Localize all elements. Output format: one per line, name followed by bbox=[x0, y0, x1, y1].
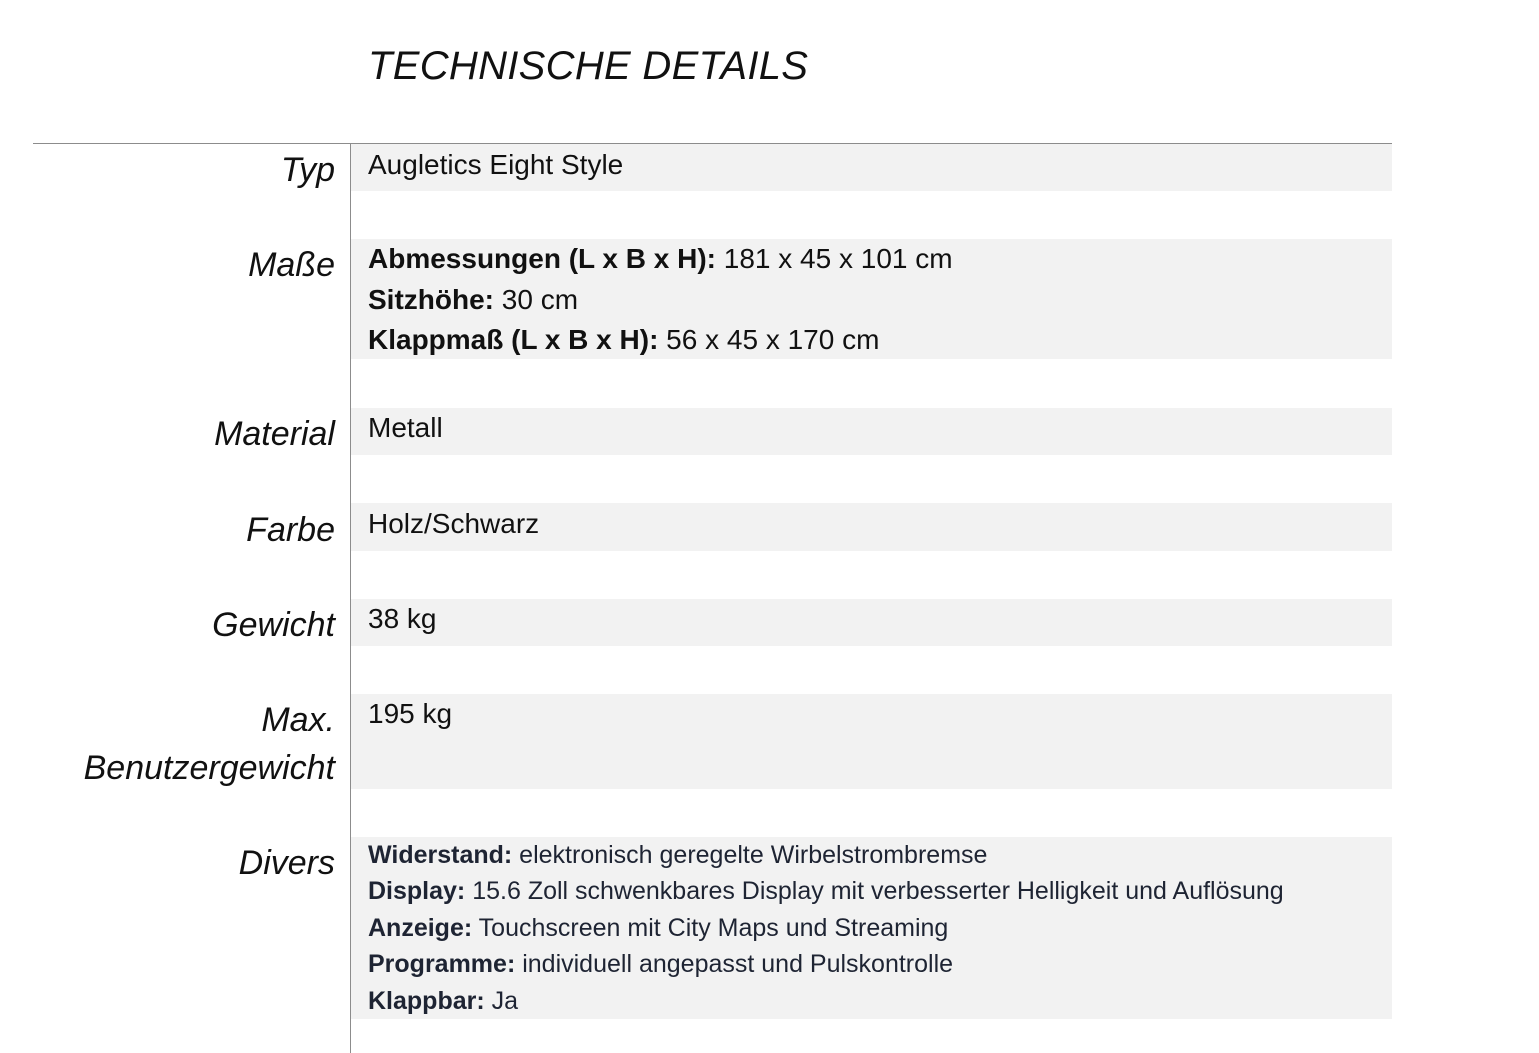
divers-line-display bbox=[368, 877, 1284, 906]
row-gewicht-cell bbox=[351, 599, 1392, 646]
masse-line-dimensions bbox=[368, 243, 953, 275]
masse-key: Sitzhöhe: bbox=[368, 284, 494, 315]
divers-key: Klappbar: bbox=[368, 987, 485, 1015]
row-max-label-line1: Max. bbox=[261, 701, 335, 739]
divers-key: Display: bbox=[368, 877, 466, 905]
divers-key: Anzeige: bbox=[368, 914, 473, 942]
row-typ-value: Augletics Eight Style bbox=[368, 149, 624, 180]
row-farbe-label: Farbe bbox=[246, 511, 335, 549]
divers-value: Ja bbox=[484, 987, 519, 1015]
divers-value: elektronisch geregelte Wirbelstrombremse bbox=[512, 841, 988, 869]
row-material-label: Material bbox=[214, 415, 335, 453]
divers-line-resistance bbox=[368, 841, 987, 870]
masse-value: 56 x 45 x 170 cm bbox=[658, 324, 880, 355]
divers-line-programs bbox=[368, 950, 953, 979]
row-material-cell bbox=[351, 408, 1392, 455]
row-max-label-line2: Benutzergewicht bbox=[83, 749, 335, 787]
row-max-cell bbox=[351, 694, 1392, 789]
row-material-value: Metall bbox=[368, 412, 443, 443]
divers-value: individuell angepasst und Pulskontrolle bbox=[515, 950, 954, 978]
row-farbe-value: Holz/Schwarz bbox=[368, 508, 540, 539]
masse-key: Abmessungen (L x B x H): bbox=[368, 243, 716, 274]
masse-value: 181 x 45 x 101 cm bbox=[715, 243, 953, 274]
divers-line-indicator bbox=[368, 914, 948, 943]
row-gewicht-value: 38 kg bbox=[368, 603, 437, 634]
masse-value: 30 cm bbox=[494, 284, 579, 315]
divers-value: Touchscreen mit City Maps und Streaming bbox=[472, 914, 949, 942]
divers-key: Programme: bbox=[368, 950, 516, 978]
row-typ-label: Typ bbox=[280, 151, 335, 189]
row-max-value: 195 kg bbox=[368, 698, 453, 729]
row-divers-label: Divers bbox=[238, 844, 335, 882]
divers-line-foldable bbox=[368, 987, 518, 1016]
row-masse-label: Maße bbox=[248, 246, 335, 284]
masse-line-folded bbox=[368, 324, 879, 356]
page-title: TECHNISCHE DETAILS bbox=[368, 44, 809, 88]
divers-value: 15.6 Zoll schwenkbares Display mit verbesserter Helligkeit und Auflösung bbox=[465, 877, 1284, 905]
masse-line-seat-height bbox=[368, 284, 578, 316]
masse-key: Klappmaß (L x B x H): bbox=[368, 324, 659, 355]
divers-key: Widerstand: bbox=[368, 841, 513, 869]
row-gewicht-label: Gewicht bbox=[212, 606, 335, 644]
